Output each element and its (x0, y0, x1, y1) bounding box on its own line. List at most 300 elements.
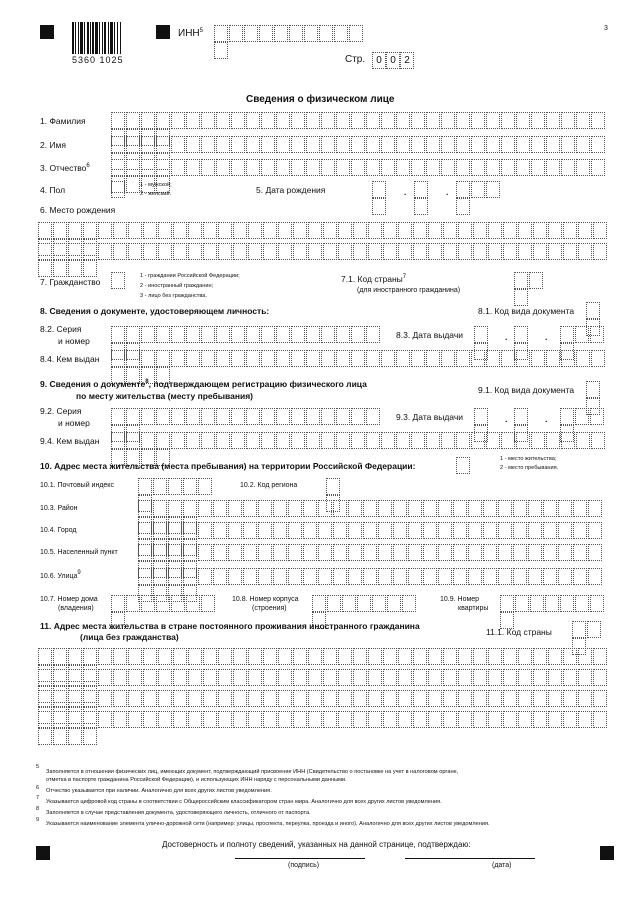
input-cell[interactable] (560, 326, 574, 343)
foreign-address-cells-4[interactable] (38, 711, 613, 728)
input-cell[interactable] (263, 243, 277, 260)
input-cell[interactable] (573, 568, 587, 585)
input-cell[interactable] (414, 181, 428, 198)
input-cell[interactable] (363, 500, 377, 517)
input-cell[interactable] (183, 500, 197, 517)
input-cell[interactable] (408, 500, 422, 517)
input-cell[interactable] (353, 222, 367, 239)
input-cell[interactable] (486, 432, 500, 449)
input-cell[interactable] (203, 711, 217, 728)
input-cell[interactable] (278, 690, 292, 707)
input-cell[interactable] (500, 595, 514, 612)
input-cell[interactable] (396, 350, 410, 367)
input-cell[interactable] (576, 159, 590, 176)
input-cell[interactable] (561, 432, 575, 449)
input-cell[interactable] (308, 711, 322, 728)
input-cell[interactable] (575, 595, 589, 612)
input-cell[interactable] (53, 728, 67, 745)
input-cell[interactable] (426, 159, 440, 176)
input-cell[interactable] (408, 544, 422, 561)
input-cell[interactable] (396, 136, 410, 153)
address-type-cell[interactable] (456, 457, 470, 474)
issue-day-cells[interactable] (474, 326, 502, 343)
input-cell[interactable] (456, 159, 470, 176)
input-cell[interactable] (246, 159, 260, 176)
input-cell[interactable] (348, 544, 362, 561)
input-cell[interactable] (128, 222, 142, 239)
input-cell[interactable] (578, 690, 592, 707)
input-cell[interactable] (560, 408, 574, 425)
input-cell[interactable] (548, 711, 562, 728)
input-cell[interactable] (473, 222, 487, 239)
input-cell[interactable] (428, 222, 442, 239)
input-cell[interactable] (348, 522, 362, 539)
input-cell[interactable] (516, 112, 530, 129)
input-cell[interactable] (591, 136, 605, 153)
input-cell[interactable] (111, 159, 125, 176)
input-cell[interactable] (258, 500, 272, 517)
apartment-cells[interactable] (500, 595, 610, 612)
input-cell[interactable] (216, 408, 230, 425)
input-cell[interactable] (231, 326, 245, 343)
input-cell[interactable] (141, 432, 155, 449)
input-cell[interactable] (68, 648, 82, 665)
input-cell[interactable] (186, 159, 200, 176)
input-cell[interactable] (293, 711, 307, 728)
input-cell[interactable] (203, 648, 217, 665)
input-cell[interactable] (291, 350, 305, 367)
input-cell[interactable] (441, 432, 455, 449)
input-cell[interactable] (353, 648, 367, 665)
input-cell[interactable] (338, 222, 352, 239)
input-cell[interactable] (113, 222, 127, 239)
input-cell[interactable] (201, 350, 215, 367)
input-cell[interactable] (68, 222, 82, 239)
input-cell[interactable] (501, 350, 515, 367)
input-cell[interactable] (456, 457, 470, 474)
input-cell[interactable] (516, 432, 530, 449)
input-cell[interactable] (396, 112, 410, 129)
input-cell[interactable] (473, 690, 487, 707)
input-cell[interactable] (338, 711, 352, 728)
input-cell[interactable] (83, 690, 97, 707)
input-cell[interactable] (156, 432, 170, 449)
input-cell[interactable] (468, 522, 482, 539)
input-cell[interactable] (143, 222, 157, 239)
input-cell[interactable] (143, 669, 157, 686)
input-cell[interactable] (153, 522, 167, 539)
input-cell[interactable] (546, 350, 560, 367)
input-cell[interactable] (590, 408, 604, 425)
input-cell[interactable] (342, 595, 356, 612)
input-cell[interactable] (351, 326, 365, 343)
input-cell[interactable] (398, 243, 412, 260)
input-cell[interactable] (593, 711, 607, 728)
input-cell[interactable] (323, 243, 337, 260)
input-cell[interactable] (441, 112, 455, 129)
input-cell[interactable] (246, 326, 260, 343)
input-cell[interactable] (573, 522, 587, 539)
input-cell[interactable] (319, 25, 333, 42)
input-cell[interactable] (558, 500, 572, 517)
input-cell[interactable] (98, 690, 112, 707)
input-cell[interactable] (83, 243, 97, 260)
input-cell[interactable] (126, 595, 140, 612)
input-cell[interactable] (351, 432, 365, 449)
input-cell[interactable] (578, 243, 592, 260)
input-cell[interactable] (308, 690, 322, 707)
input-cell[interactable] (318, 544, 332, 561)
input-cell[interactable] (516, 350, 530, 367)
input-cell[interactable] (488, 222, 502, 239)
input-cell[interactable] (263, 222, 277, 239)
input-cell[interactable] (411, 112, 425, 129)
input-cell[interactable] (548, 222, 562, 239)
input-cell[interactable] (188, 669, 202, 686)
input-cell[interactable] (327, 595, 341, 612)
input-cell[interactable] (513, 500, 527, 517)
input-cell[interactable] (183, 478, 197, 495)
input-cell[interactable] (333, 568, 347, 585)
input-cell[interactable] (575, 408, 589, 425)
input-cell[interactable] (203, 243, 217, 260)
input-cell[interactable] (289, 25, 303, 42)
input-cell[interactable] (518, 711, 532, 728)
input-cell[interactable] (113, 648, 127, 665)
input-cell[interactable] (591, 112, 605, 129)
input-cell[interactable] (153, 478, 167, 495)
input-cell[interactable] (153, 568, 167, 585)
input-cell[interactable] (231, 136, 245, 153)
input-cell[interactable] (488, 690, 502, 707)
input-cell[interactable] (38, 648, 52, 665)
input-cell[interactable] (201, 136, 215, 153)
input-cell[interactable] (381, 159, 395, 176)
input-cell[interactable] (513, 522, 527, 539)
input-cell[interactable] (458, 690, 472, 707)
input-cell[interactable] (312, 595, 326, 612)
birth-year-cells[interactable] (456, 181, 510, 198)
input-cell[interactable] (561, 112, 575, 129)
input-cell[interactable] (303, 544, 317, 561)
input-cell[interactable] (186, 408, 200, 425)
input-cell[interactable] (546, 159, 560, 176)
input-cell[interactable] (276, 408, 290, 425)
input-cell[interactable] (548, 648, 562, 665)
input-cell[interactable] (546, 432, 560, 449)
input-cell[interactable] (488, 711, 502, 728)
input-cell[interactable] (141, 136, 155, 153)
input-cell[interactable] (372, 181, 386, 198)
input-cell[interactable] (456, 198, 470, 215)
input-cell[interactable] (303, 500, 317, 517)
input-cell[interactable] (413, 669, 427, 686)
input-cell[interactable] (171, 595, 185, 612)
input-cell[interactable] (261, 112, 275, 129)
input-cell[interactable] (471, 159, 485, 176)
input-cell[interactable] (383, 243, 397, 260)
input-cell[interactable] (573, 500, 587, 517)
input-cell[interactable] (173, 669, 187, 686)
input-cell[interactable] (368, 711, 382, 728)
input-cell[interactable] (383, 711, 397, 728)
input-cell[interactable] (213, 544, 227, 561)
input-cell[interactable] (351, 159, 365, 176)
input-cell[interactable] (366, 432, 380, 449)
input-cell[interactable] (593, 648, 607, 665)
input-cell[interactable] (168, 544, 182, 561)
input-cell[interactable] (515, 595, 529, 612)
input-cell[interactable] (141, 159, 155, 176)
input-cell[interactable] (473, 711, 487, 728)
input-cell[interactable] (291, 432, 305, 449)
input-cell[interactable] (231, 159, 245, 176)
input-cell[interactable] (593, 222, 607, 239)
input-cell[interactable] (246, 136, 260, 153)
building-cells[interactable] (312, 595, 422, 612)
input-cell[interactable] (587, 621, 601, 638)
input-cell[interactable] (366, 159, 380, 176)
input-cell[interactable] (138, 478, 152, 495)
input-cell[interactable] (248, 690, 262, 707)
input-cell[interactable] (261, 136, 275, 153)
input-cell[interactable] (203, 690, 217, 707)
input-cell[interactable] (38, 711, 52, 728)
input-cell[interactable] (543, 568, 557, 585)
input-cell[interactable] (518, 690, 532, 707)
input-cell[interactable] (278, 648, 292, 665)
input-cell[interactable] (318, 568, 332, 585)
input-cell[interactable] (248, 243, 262, 260)
input-cell[interactable] (171, 112, 185, 129)
input-cell[interactable] (274, 25, 288, 42)
input-cell[interactable] (546, 112, 560, 129)
input-cell[interactable] (291, 408, 305, 425)
input-cell[interactable] (188, 711, 202, 728)
region-code-cells[interactable] (326, 478, 354, 495)
input-cell[interactable] (411, 350, 425, 367)
input-cell[interactable] (291, 112, 305, 129)
input-cell[interactable] (366, 112, 380, 129)
input-cell[interactable] (213, 568, 227, 585)
input-cell[interactable] (586, 302, 600, 319)
input-cell[interactable] (471, 350, 485, 367)
input-cell[interactable] (188, 690, 202, 707)
date-line[interactable] (405, 858, 535, 859)
input-cell[interactable] (111, 432, 125, 449)
input-cell[interactable] (278, 711, 292, 728)
input-cell[interactable] (143, 690, 157, 707)
locality-cells[interactable] (138, 544, 613, 561)
input-cell[interactable] (38, 728, 52, 745)
input-cell[interactable] (98, 648, 112, 665)
input-cell[interactable] (321, 432, 335, 449)
input-cell[interactable] (218, 690, 232, 707)
input-cell[interactable] (198, 568, 212, 585)
input-cell[interactable] (201, 432, 215, 449)
input-cell[interactable] (576, 136, 590, 153)
input-cell[interactable] (68, 260, 82, 277)
input-cell[interactable] (428, 648, 442, 665)
input-cell[interactable] (111, 181, 125, 198)
input-cell[interactable] (381, 350, 395, 367)
input-cell[interactable] (483, 544, 497, 561)
reg-doc-type-code-cells[interactable] (586, 381, 614, 398)
input-cell[interactable] (423, 500, 437, 517)
input-cell[interactable] (548, 690, 562, 707)
input-cell[interactable] (276, 112, 290, 129)
input-cell[interactable] (498, 500, 512, 517)
input-cell[interactable] (366, 136, 380, 153)
input-cell[interactable] (171, 136, 185, 153)
input-cell[interactable] (243, 568, 257, 585)
input-cell[interactable] (113, 711, 127, 728)
surname-cells[interactable] (111, 112, 611, 129)
input-cell[interactable] (501, 159, 515, 176)
input-cell[interactable] (173, 711, 187, 728)
input-cell[interactable] (423, 544, 437, 561)
input-cell[interactable] (138, 568, 152, 585)
input-cell[interactable] (183, 568, 197, 585)
input-cell[interactable] (243, 544, 257, 561)
input-cell[interactable] (411, 136, 425, 153)
input-cell[interactable] (228, 522, 242, 539)
input-cell[interactable] (516, 136, 530, 153)
input-cell[interactable] (357, 595, 371, 612)
input-cell[interactable] (518, 669, 532, 686)
input-cell[interactable] (158, 669, 172, 686)
input-cell[interactable] (586, 381, 600, 398)
input-cell[interactable] (304, 25, 318, 42)
input-cell[interactable] (111, 595, 125, 612)
input-cell[interactable] (276, 136, 290, 153)
input-cell[interactable] (533, 243, 547, 260)
name-cells[interactable] (111, 136, 611, 153)
input-cell[interactable] (306, 350, 320, 367)
input-cell[interactable] (383, 669, 397, 686)
input-cell[interactable] (248, 711, 262, 728)
input-cell[interactable] (393, 522, 407, 539)
input-cell[interactable] (186, 136, 200, 153)
input-cell[interactable] (378, 568, 392, 585)
input-cell[interactable] (303, 568, 317, 585)
input-cell[interactable] (576, 432, 590, 449)
district-cells[interactable] (138, 500, 613, 517)
input-cell[interactable] (503, 690, 517, 707)
input-cell[interactable] (488, 669, 502, 686)
input-cell[interactable] (533, 711, 547, 728)
input-cell[interactable] (488, 243, 502, 260)
input-cell[interactable] (231, 112, 245, 129)
input-cell[interactable] (474, 408, 488, 425)
input-cell[interactable] (548, 243, 562, 260)
input-cell[interactable] (338, 669, 352, 686)
foreign-address-cells-1[interactable] (38, 648, 613, 665)
input-cell[interactable] (173, 222, 187, 239)
input-cell[interactable] (471, 136, 485, 153)
input-cell[interactable] (68, 243, 82, 260)
input-cell[interactable] (411, 432, 425, 449)
input-cell[interactable] (186, 432, 200, 449)
input-cell[interactable] (126, 326, 140, 343)
input-cell[interactable] (368, 669, 382, 686)
input-cell[interactable] (111, 272, 125, 289)
input-cell[interactable] (143, 711, 157, 728)
input-cell[interactable] (323, 711, 337, 728)
input-cell[interactable] (111, 408, 125, 425)
input-cell[interactable] (588, 544, 602, 561)
city-cells[interactable] (138, 522, 613, 539)
input-cell[interactable] (456, 432, 470, 449)
input-cell[interactable] (98, 243, 112, 260)
input-cell[interactable] (503, 243, 517, 260)
input-cell[interactable] (233, 222, 247, 239)
input-cell[interactable] (53, 648, 67, 665)
input-cell[interactable] (138, 500, 152, 517)
input-cell[interactable] (378, 544, 392, 561)
input-cell[interactable] (321, 159, 335, 176)
input-cell[interactable] (413, 690, 427, 707)
input-cell[interactable] (514, 289, 528, 306)
input-cell[interactable] (528, 522, 542, 539)
input-cell[interactable] (126, 176, 140, 193)
input-cell[interactable] (288, 568, 302, 585)
birth-place-cells-1[interactable] (38, 222, 613, 239)
input-cell[interactable] (378, 522, 392, 539)
input-cell[interactable] (111, 112, 125, 129)
input-cell[interactable] (458, 243, 472, 260)
input-cell[interactable] (273, 500, 287, 517)
input-cell[interactable] (351, 350, 365, 367)
input-cell[interactable] (68, 669, 82, 686)
input-cell[interactable] (306, 112, 320, 129)
input-cell[interactable] (186, 112, 200, 129)
input-cell[interactable] (456, 136, 470, 153)
input-cell[interactable] (113, 243, 127, 260)
input-cell[interactable] (308, 669, 322, 686)
input-cell[interactable] (529, 272, 543, 289)
input-cell[interactable] (428, 669, 442, 686)
postal-code-cells[interactable] (138, 478, 218, 495)
input-cell[interactable] (53, 243, 67, 260)
input-cell[interactable] (533, 648, 547, 665)
input-cell[interactable] (336, 136, 350, 153)
input-cell[interactable] (153, 500, 167, 517)
input-cell[interactable] (173, 243, 187, 260)
input-cell[interactable] (261, 159, 275, 176)
input-cell[interactable] (474, 326, 488, 343)
input-cell[interactable] (231, 408, 245, 425)
input-cell[interactable] (443, 243, 457, 260)
input-cell[interactable] (278, 243, 292, 260)
input-cell[interactable] (441, 136, 455, 153)
input-cell[interactable] (530, 595, 544, 612)
input-cell[interactable] (531, 112, 545, 129)
input-cell[interactable] (203, 222, 217, 239)
input-cell[interactable] (128, 669, 142, 686)
input-cell[interactable] (68, 690, 82, 707)
input-cell[interactable] (372, 198, 386, 215)
issued-by-cells[interactable] (111, 350, 611, 367)
input-cell[interactable] (308, 243, 322, 260)
input-cell[interactable] (578, 669, 592, 686)
input-cell[interactable] (188, 243, 202, 260)
input-cell[interactable] (576, 350, 590, 367)
input-cell[interactable] (426, 432, 440, 449)
input-cell[interactable] (411, 159, 425, 176)
input-cell[interactable] (216, 112, 230, 129)
input-cell[interactable] (293, 222, 307, 239)
